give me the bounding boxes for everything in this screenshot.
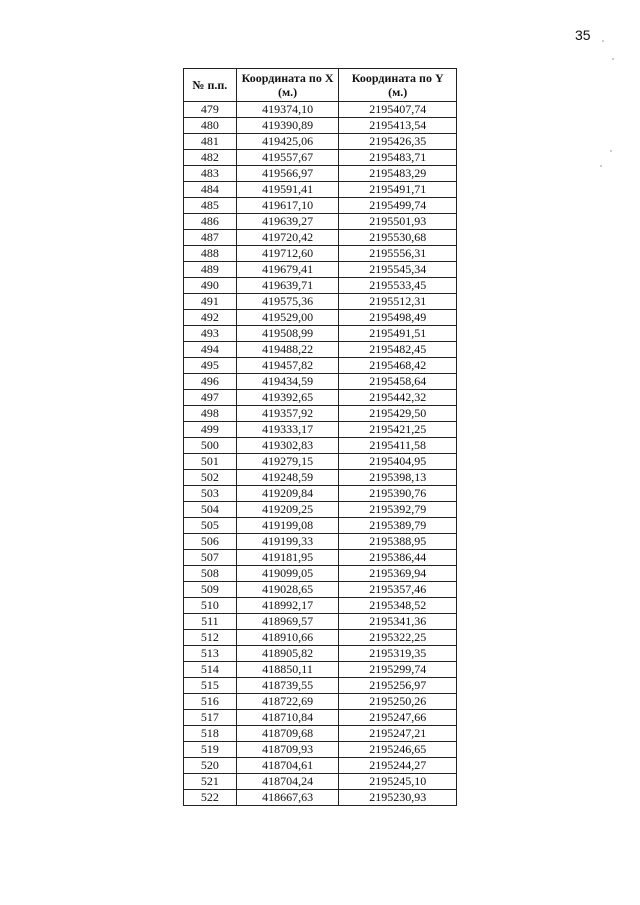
table-row <box>184 470 457 486</box>
table-row <box>184 294 457 310</box>
cell-x: 419434,59 <box>236 374 339 390</box>
cell-x: 419209,84 <box>236 486 339 502</box>
cell-x: 419508,99 <box>236 326 339 342</box>
table-row <box>184 582 457 598</box>
table-row <box>184 550 457 566</box>
cell-x: 419488,22 <box>236 342 339 358</box>
table-row <box>184 342 457 358</box>
cell-number: 518 <box>184 726 237 742</box>
cell-y: 2195483,71 <box>339 150 457 166</box>
table-body <box>184 102 457 806</box>
table-row <box>184 198 457 214</box>
cell-number: 514 <box>184 662 237 678</box>
cell-x: 418905,82 <box>236 646 339 662</box>
table-row <box>184 678 457 694</box>
cell-y: 2195322,25 <box>339 630 457 646</box>
cell-x: 418704,24 <box>236 774 339 790</box>
cell-number: 495 <box>184 358 237 374</box>
cell-number: 511 <box>184 614 237 630</box>
cell-y: 2195247,21 <box>339 726 457 742</box>
cell-y: 2195429,50 <box>339 406 457 422</box>
cell-x: 419392,65 <box>236 390 339 406</box>
table-row <box>184 230 457 246</box>
cell-number: 481 <box>184 134 237 150</box>
table-row <box>184 726 457 742</box>
cell-number: 500 <box>184 438 237 454</box>
header-number: № п.п. <box>184 69 237 102</box>
cell-y: 2195556,31 <box>339 246 457 262</box>
cell-number: 517 <box>184 710 237 726</box>
cell-y: 2195533,45 <box>339 278 457 294</box>
cell-y: 2195369,94 <box>339 566 457 582</box>
cell-y: 2195319,35 <box>339 646 457 662</box>
cell-y: 2195413,54 <box>339 118 457 134</box>
table-row <box>184 598 457 614</box>
cell-x: 419639,71 <box>236 278 339 294</box>
table-row <box>184 518 457 534</box>
cell-number: 521 <box>184 774 237 790</box>
cell-x: 419529,00 <box>236 310 339 326</box>
cell-number: 502 <box>184 470 237 486</box>
cell-x: 419557,67 <box>236 150 339 166</box>
table-row <box>184 406 457 422</box>
table-row <box>184 742 457 758</box>
coordinates-table <box>183 68 457 806</box>
cell-y: 2195389,79 <box>339 518 457 534</box>
cell-y: 2195501,93 <box>339 214 457 230</box>
cell-x: 419390,89 <box>236 118 339 134</box>
table-row <box>184 262 457 278</box>
cell-number: 490 <box>184 278 237 294</box>
cell-number: 493 <box>184 326 237 342</box>
cell-y: 2195530,68 <box>339 230 457 246</box>
cell-y: 2195247,66 <box>339 710 457 726</box>
cell-y: 2195442,32 <box>339 390 457 406</box>
cell-number: 512 <box>184 630 237 646</box>
cell-number: 489 <box>184 262 237 278</box>
cell-number: 506 <box>184 534 237 550</box>
table-row <box>184 630 457 646</box>
cell-number: 488 <box>184 246 237 262</box>
cell-number: 484 <box>184 182 237 198</box>
table-row <box>184 166 457 182</box>
cell-y: 2195483,29 <box>339 166 457 182</box>
cell-x: 419591,41 <box>236 182 339 198</box>
cell-y: 2195512,31 <box>339 294 457 310</box>
cell-x: 419425,06 <box>236 134 339 150</box>
cell-x: 418667,63 <box>236 790 339 806</box>
cell-x: 418709,68 <box>236 726 339 742</box>
cell-x: 419617,10 <box>236 198 339 214</box>
cell-number: 486 <box>184 214 237 230</box>
cell-x: 419566,97 <box>236 166 339 182</box>
cell-y: 2195357,46 <box>339 582 457 598</box>
cell-x: 418722,69 <box>236 694 339 710</box>
table-row <box>184 390 457 406</box>
table-row <box>184 150 457 166</box>
cell-x: 419679,41 <box>236 262 339 278</box>
cell-number: 491 <box>184 294 237 310</box>
table-row <box>184 278 457 294</box>
cell-x: 419209,25 <box>236 502 339 518</box>
cell-x: 419575,36 <box>236 294 339 310</box>
cell-y: 2195386,44 <box>339 550 457 566</box>
cell-x: 419181,95 <box>236 550 339 566</box>
cell-number: 509 <box>184 582 237 598</box>
cell-x: 418969,57 <box>236 614 339 630</box>
cell-y: 2195244,27 <box>339 758 457 774</box>
cell-y: 2195545,34 <box>339 262 457 278</box>
cell-y: 2195499,74 <box>339 198 457 214</box>
cell-x: 419720,42 <box>236 230 339 246</box>
table-row <box>184 326 457 342</box>
table-header-row <box>184 69 457 102</box>
table-row <box>184 118 457 134</box>
cell-x: 419374,10 <box>236 102 339 118</box>
cell-y: 2195299,74 <box>339 662 457 678</box>
cell-number: 519 <box>184 742 237 758</box>
cell-number: 480 <box>184 118 237 134</box>
cell-y: 2195458,64 <box>339 374 457 390</box>
cell-number: 485 <box>184 198 237 214</box>
scan-speck <box>612 58 614 60</box>
cell-number: 507 <box>184 550 237 566</box>
cell-x: 419712,60 <box>236 246 339 262</box>
cell-number: 510 <box>184 598 237 614</box>
cell-y: 2195426,35 <box>339 134 457 150</box>
cell-number: 508 <box>184 566 237 582</box>
cell-y: 2195491,51 <box>339 326 457 342</box>
cell-number: 496 <box>184 374 237 390</box>
table-row <box>184 454 457 470</box>
cell-number: 501 <box>184 454 237 470</box>
table-row <box>184 486 457 502</box>
cell-number: 498 <box>184 406 237 422</box>
cell-x: 418704,61 <box>236 758 339 774</box>
cell-y: 2195245,10 <box>339 774 457 790</box>
cell-number: 499 <box>184 422 237 438</box>
table-row <box>184 566 457 582</box>
cell-x: 419333,17 <box>236 422 339 438</box>
cell-number: 483 <box>184 166 237 182</box>
cell-y: 2195411,58 <box>339 438 457 454</box>
cell-y: 2195482,45 <box>339 342 457 358</box>
cell-number: 515 <box>184 678 237 694</box>
cell-y: 2195498,49 <box>339 310 457 326</box>
cell-y: 2195230,93 <box>339 790 457 806</box>
cell-x: 419302,83 <box>236 438 339 454</box>
scan-speck <box>600 165 602 167</box>
cell-number: 492 <box>184 310 237 326</box>
cell-y: 2195250,26 <box>339 694 457 710</box>
cell-x: 419457,82 <box>236 358 339 374</box>
table-row <box>184 310 457 326</box>
cell-x: 418710,84 <box>236 710 339 726</box>
cell-x: 418709,93 <box>236 742 339 758</box>
cell-y: 2195421,25 <box>339 422 457 438</box>
page-number: 35 <box>575 27 591 43</box>
table-row <box>184 758 457 774</box>
scan-speck <box>610 150 612 152</box>
cell-y: 2195407,74 <box>339 102 457 118</box>
cell-x: 418739,55 <box>236 678 339 694</box>
table-row <box>184 246 457 262</box>
cell-y: 2195348,52 <box>339 598 457 614</box>
cell-x: 419099,05 <box>236 566 339 582</box>
cell-y: 2195491,71 <box>339 182 457 198</box>
table-row <box>184 774 457 790</box>
cell-number: 522 <box>184 790 237 806</box>
cell-number: 503 <box>184 486 237 502</box>
cell-number: 516 <box>184 694 237 710</box>
cell-number: 479 <box>184 102 237 118</box>
cell-x: 419199,08 <box>236 518 339 534</box>
table-row <box>184 182 457 198</box>
table-row <box>184 374 457 390</box>
cell-y: 2195341,36 <box>339 614 457 630</box>
header-y: Координата по Y (м.) <box>339 69 457 102</box>
cell-number: 482 <box>184 150 237 166</box>
cell-x: 419248,59 <box>236 470 339 486</box>
table-row <box>184 614 457 630</box>
cell-x: 419279,15 <box>236 454 339 470</box>
cell-number: 513 <box>184 646 237 662</box>
cell-number: 520 <box>184 758 237 774</box>
table-row <box>184 662 457 678</box>
cell-y: 2195392,79 <box>339 502 457 518</box>
table-row <box>184 790 457 806</box>
cell-y: 2195390,76 <box>339 486 457 502</box>
cell-y: 2195256,97 <box>339 678 457 694</box>
table-row <box>184 214 457 230</box>
cell-y: 2195246,65 <box>339 742 457 758</box>
table-row <box>184 534 457 550</box>
table-row <box>184 422 457 438</box>
table-row <box>184 134 457 150</box>
cell-y: 2195404,95 <box>339 454 457 470</box>
cell-x: 419639,27 <box>236 214 339 230</box>
table-row <box>184 646 457 662</box>
cell-y: 2195398,13 <box>339 470 457 486</box>
cell-number: 494 <box>184 342 237 358</box>
header-x: Координата по X (м.) <box>236 69 339 102</box>
cell-x: 419028,65 <box>236 582 339 598</box>
cell-y: 2195388,95 <box>339 534 457 550</box>
cell-x: 418850,11 <box>236 662 339 678</box>
cell-x: 419357,92 <box>236 406 339 422</box>
scan-speck <box>602 40 604 42</box>
table-row <box>184 358 457 374</box>
table-row <box>184 102 457 118</box>
cell-number: 487 <box>184 230 237 246</box>
cell-number: 497 <box>184 390 237 406</box>
table-row <box>184 438 457 454</box>
cell-number: 504 <box>184 502 237 518</box>
cell-x: 419199,33 <box>236 534 339 550</box>
table-row <box>184 710 457 726</box>
cell-y: 2195468,42 <box>339 358 457 374</box>
cell-x: 418910,66 <box>236 630 339 646</box>
cell-x: 418992,17 <box>236 598 339 614</box>
cell-number: 505 <box>184 518 237 534</box>
table-row <box>184 694 457 710</box>
table-row <box>184 502 457 518</box>
